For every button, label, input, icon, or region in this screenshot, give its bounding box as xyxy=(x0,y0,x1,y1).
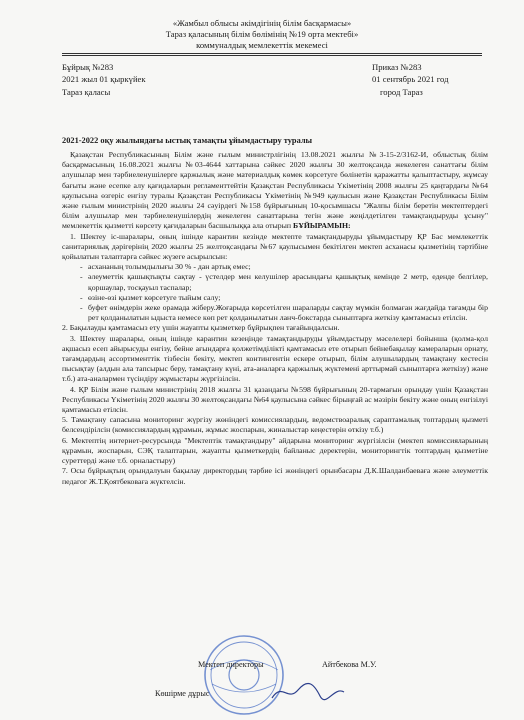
preamble-text: Қазақстан Республикасының Білім және ғылым министрлігінің 13.08.2021 жылғы №3-15-2/3162-И, облыстық білім басқармасының 16.08.2021 жылғы №03-4644 хаттарына сәйкес 2020 жылғы 30 желтоқсанда жекелеген санаттағы білім алушылар мен тәрбиеленушілерге қаржылық және материалдық көмек көрсетуге бөлінетін қаражатты қалыптастыру, жұмсау бағыты және есепке алу қағидаларын регламенттейтін Қазақстан Республикасы Үкіметінің 2008 жылғы 25 қаңтардағы №64 қаулысына өзгеріс енгізу туралы Қазақстан Республикасы Үкіметінің №949 қаулысын және Қазақстан Республикасы Білім және ғылым министрінің 2020 жылғы 24 сәуірдегі №158 бұйрығының 10-қосымшасы "Жалпы білім беретін мектептердегі білім алушылар мен тәрбиеленушілердің жекелеген санаттарына тегін және жеңілдетілген тамақтандыруды ұсыну" мемлекеттік қызметті көрсету қағидаларын басшылыққа ала отырып xyxy=(62,150,488,231)
bullet-item: - әлеуметтік қашықтықты сақтау - үстелдер мен келушілер арасындағы қашықтық кемінде 2 метр, еденде белгілер, қоршаулар, тосқауыл таспалар; xyxy=(80,272,488,292)
bullet-item: - буфет өнімдерін жеке орамада жіберу.Жоғарыда көрсетілген шараларды сақтау мүмкін болмаған жағдайда тағамды бір рет қолданылатын ыдыста немесе көп рет қолданылатын ланч-бокстарда сыныптарға жеткізу қамтамасыз етілсін. xyxy=(80,303,488,323)
item-2: 2. Бақылауды қамтамасыз ету үшін жауапты қызметкер бұйрықпен тағайындалсын. xyxy=(62,323,340,333)
document-body xyxy=(62,150,488,487)
item-7: 7. Осы бұйрықтың орындалуын бақылау директордың тәрбие ісі жөніндегі орынбасары Д.К.Шалданбаеваға және әлеуметтік педагог Ж.Т.Қоятбековаға жүктелсін. xyxy=(62,466,488,486)
order-city-ru: город Тараз xyxy=(380,87,423,97)
handwritten-signature xyxy=(268,680,348,704)
order-city-kz: Тараз қаласы xyxy=(62,87,111,97)
order-date-ru: 01 сентябрь 2021 год xyxy=(372,74,449,84)
item-5: 5. Тамақтану сапасына мониторинг жүргізу жөніндегі комиссиялардың, ведомствоаралық сараптамалық топтардың қызметі белсендірілсін (комиссиялардың құрамын, жұмыс жоспарын, жиналыстар кеңестерін өткізу т.б.) xyxy=(62,415,488,435)
item-1: 1. Шектеу іс-шаралары, оның ішінде карантин кезінде мектепте тамақтандыруды ұйымдастыру ҚР Бас мемлекеттік санитариялық дәрігерінің 2020 жылғы 25 желтоқсандағы №67 қаулысымен бекітілген мектеп асханасы қызметінің тәртібіне қойылатын талаптарға сәйкес жүзеге асырылсын: xyxy=(62,231,488,262)
header-rule-bottom xyxy=(62,55,482,56)
signature-name: Айтбекова М.У. xyxy=(322,660,377,669)
preamble-paragraph xyxy=(62,150,488,232)
bullet-item: - асхананың толымдылығы 30 % - дан артық емес; xyxy=(80,262,488,272)
item-4: 4. ҚР Білім және ғылым министрінің 2018 жылғы 31 қазандағы №598 бұйрығының 20-тармағын орындау үшін Қазақстан Республикасы Үкіметінің 2020 жылғы 30 желтоқсандағы №64 қаулысына сәйкес бірыңғай ас мәзірін бекіту және оның енгізілуі қамтамасыз етілсін. xyxy=(62,384,488,415)
header-rule-top xyxy=(62,53,482,54)
document-title: 2021-2022 оқу жылындағы ыстық тамақты ұйымдастыру туралы xyxy=(62,136,313,145)
bullet-item: - өзіне-өзі қызмет көрсетуге тыйым салу; xyxy=(80,293,488,303)
header-line-2: Тараз қаласының білім бөлімінің №19 орта мектебі» xyxy=(165,29,359,39)
item-3: 3. Шектеу шаралары, оның ішінде карантин кезеңінде тамақтандыруды ұйымдастыру мәселелері бойынша (қолма-қол ақшасыз есеп айырысуды енгізу, бейне ағындарға қолжетімділікті қамтамасыз ете отырып бейнебақылау камераларын орнату, тағамдардың ассортименттік тізбесін бекіту, мектеп контингентін ескере отырып, білім алушылардың тамақтану кестесін пысықтау (алдын ала тапсырыс беру, тамақтану күні, ата-аналарға қаржылық жүктемені арттырмай сыныптарға жеткізу) және т.б.) ата-аналармен түсіндіру жұмыстары жүргізілсін. xyxy=(62,333,488,384)
order-number-ru: Приказ №283 xyxy=(372,62,422,72)
order-number-kz: Бұйрық №283 xyxy=(62,62,114,72)
signature-role: Мектеп директоры xyxy=(198,660,264,669)
item-6: 6. Мектептің интернет-ресурсында "Мектептік тамақтандыру" айдарына мониторинг жүргізілсін (мектеп комиссияларының құрамын, жоспарын, СЭҚ талаптарын, жауапты қызметкердің байланыс деректерін, мониторингтік топтардың қызметіне суреттерді және т.б. орналастыру) xyxy=(62,435,488,466)
header-line-1: «Жамбыл облысы әкімдігінің білім басқармасы» xyxy=(172,18,352,28)
header-line-3: коммуналдық мемлекеттік мекемесі xyxy=(196,40,328,50)
copy-certified-label: Көшірме дұрыс xyxy=(155,689,210,698)
order-date-kz: 2021 жыл 01 қыркүйек xyxy=(62,74,146,84)
order-keyword: БҰЙЫРАМЫН: xyxy=(293,221,351,231)
